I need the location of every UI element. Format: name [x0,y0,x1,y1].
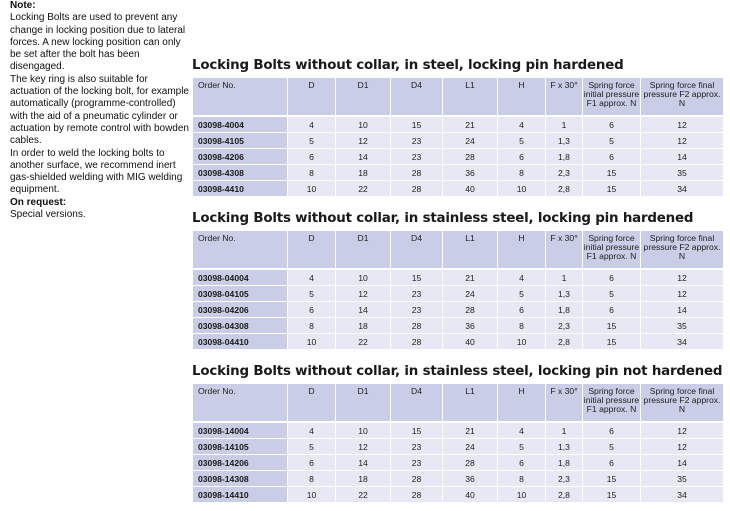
value-cell: 12 [641,133,724,149]
value-cell: 12 [641,422,724,439]
value-cell: 21 [443,422,498,439]
spec-table [192,230,724,350]
value-cell: 5 [498,286,546,302]
column-header: Spring force initial pressure F1 approx. N [583,78,641,117]
column-header: Spring force final pressure F2 approx. N [641,384,724,423]
value-cell: 24 [443,286,498,302]
value-cell: 28 [443,149,498,165]
value-cell: 1,8 [546,149,583,165]
value-cell: 40 [443,181,498,197]
note-heading: Note: [10,0,36,11]
value-cell: 6 [288,149,336,165]
value-cell: 34 [641,181,724,197]
value-cell: 28 [391,334,443,350]
order-number-cell: 03098-04206 [193,302,288,318]
value-cell: 6 [583,269,641,286]
value-cell: 18 [336,318,391,334]
value-cell: 5 [498,133,546,149]
table-row [193,318,724,334]
value-cell: 1,3 [546,133,583,149]
value-cell: 6 [498,455,546,471]
value-cell: 2,8 [546,181,583,197]
header-row [193,384,724,423]
value-cell: 15 [391,116,443,133]
note-panel [10,0,190,221]
order-number-cell: 03098-14105 [193,439,288,455]
table-row [193,471,724,487]
value-cell: 35 [641,165,724,181]
value-cell: 14 [336,455,391,471]
value-cell: 12 [641,286,724,302]
value-cell: 12 [641,439,724,455]
value-cell: 21 [443,116,498,133]
value-cell: 4 [288,116,336,133]
column-header: Order No. [193,78,288,117]
value-cell: 1,8 [546,455,583,471]
value-cell: 15 [583,318,641,334]
value-cell: 23 [391,286,443,302]
column-header: L1 [443,384,498,423]
value-cell: 23 [391,149,443,165]
column-header: Spring force initial pressure F1 approx. N [583,384,641,423]
value-cell: 6 [498,149,546,165]
order-number-cell: 03098-4206 [193,149,288,165]
order-number-cell: 03098-4308 [193,165,288,181]
value-cell: 14 [641,149,724,165]
table-row [193,286,724,302]
value-cell: 15 [583,471,641,487]
column-header: H [498,231,546,270]
value-cell: 5 [583,133,641,149]
value-cell: 2,8 [546,487,583,503]
value-cell: 8 [288,318,336,334]
value-cell: 2,3 [546,165,583,181]
column-header: Spring force final pressure F2 approx. N [641,231,724,270]
column-header: F x 30° [546,384,583,423]
section-title: Locking Bolts without collar, in stainless steel, locking pin hardened [192,211,694,226]
value-cell: 15 [391,269,443,286]
value-cell: 28 [391,487,443,503]
value-cell: 2,3 [546,471,583,487]
value-cell: 10 [288,181,336,197]
table-section-stainless-not-hardened [192,364,724,503]
column-header: D4 [391,78,443,117]
header-row [193,78,724,117]
value-cell: 6 [288,302,336,318]
column-header: D1 [336,231,391,270]
column-header: D4 [391,384,443,423]
value-cell: 8 [288,471,336,487]
table-row [193,455,724,471]
value-cell: 22 [336,487,391,503]
order-number-cell: 03098-04308 [193,318,288,334]
table-row [193,487,724,503]
column-header: F x 30° [546,78,583,117]
table-row [193,422,724,439]
table-row [193,149,724,165]
value-cell: 6 [583,422,641,439]
column-header: D1 [336,384,391,423]
column-header: D [288,231,336,270]
column-header: H [498,78,546,117]
value-cell: 10 [498,181,546,197]
value-cell: 36 [443,165,498,181]
value-cell: 21 [443,269,498,286]
column-header: Order No. [193,231,288,270]
value-cell: 23 [391,302,443,318]
table-row [193,165,724,181]
order-number-cell: 03098-14308 [193,471,288,487]
value-cell: 1 [546,269,583,286]
value-cell: 15 [583,181,641,197]
spec-table [192,383,724,503]
note-paragraph: The key ring is also suitable for actuation of the locking bolt, for example automatically (programme-controlled) with the aid of a pneumatic cylinder or actuation by remote control with bowden cables. [10,73,189,147]
section-title: Locking Bolts without collar, in stainless steel, locking pin not hardened [192,364,723,379]
order-number-cell: 03098-14206 [193,455,288,471]
value-cell: 6 [583,455,641,471]
value-cell: 1,3 [546,286,583,302]
order-number-cell: 03098-04004 [193,269,288,286]
value-cell: 35 [641,471,724,487]
value-cell: 4 [288,269,336,286]
value-cell: 1 [546,116,583,133]
value-cell: 4 [498,116,546,133]
order-number-cell: 03098-4004 [193,116,288,133]
value-cell: 28 [391,165,443,181]
column-header: D4 [391,231,443,270]
order-number-cell: 03098-14410 [193,487,288,503]
value-cell: 28 [443,302,498,318]
table-row [193,133,724,149]
value-cell: 6 [583,302,641,318]
column-header: L1 [443,231,498,270]
value-cell: 5 [583,439,641,455]
table-section-steel [192,58,724,197]
value-cell: 24 [443,439,498,455]
column-header: H [498,384,546,423]
value-cell: 15 [583,487,641,503]
column-header: F x 30° [546,231,583,270]
value-cell: 5 [498,439,546,455]
value-cell: 40 [443,487,498,503]
value-cell: 28 [391,471,443,487]
value-cell: 8 [288,165,336,181]
value-cell: 12 [336,133,391,149]
section-title: Locking Bolts without collar, in steel, locking pin hardened [192,58,624,73]
value-cell: 35 [641,318,724,334]
value-cell: 34 [641,334,724,350]
note-paragraph: In order to weld the locking bolts to another surface, we recommend inert gas-shielded welding with MIG welding equipment. [10,147,183,196]
value-cell: 15 [583,165,641,181]
table-row [193,334,724,350]
value-cell: 15 [391,422,443,439]
value-cell: 10 [288,334,336,350]
value-cell: 14 [336,302,391,318]
value-cell: 36 [443,471,498,487]
value-cell: 18 [336,165,391,181]
order-number-cell: 03098-4410 [193,181,288,197]
value-cell: 1,3 [546,439,583,455]
header-row [193,231,724,270]
spec-table [192,77,724,197]
value-cell: 1,8 [546,302,583,318]
column-header: Spring force final pressure F2 approx. N [641,78,724,117]
value-cell: 10 [336,422,391,439]
value-cell: 6 [583,116,641,133]
column-header: D [288,384,336,423]
value-cell: 10 [336,269,391,286]
value-cell: 23 [391,455,443,471]
value-cell: 22 [336,181,391,197]
value-cell: 10 [498,334,546,350]
table-row [193,181,724,197]
on-request-heading: On request: [10,196,67,208]
value-cell: 10 [288,487,336,503]
value-cell: 4 [498,422,546,439]
value-cell: 28 [391,181,443,197]
column-header: Order No. [193,384,288,423]
value-cell: 12 [336,439,391,455]
order-number-cell: 03098-4105 [193,133,288,149]
value-cell: 14 [336,149,391,165]
value-cell: 15 [583,334,641,350]
order-number-cell: 03098-14004 [193,422,288,439]
value-cell: 5 [288,133,336,149]
value-cell: 12 [336,286,391,302]
table-row [193,302,724,318]
table-row [193,269,724,286]
column-header: D1 [336,78,391,117]
table-row [193,116,724,133]
value-cell: 6 [583,149,641,165]
value-cell: 8 [498,165,546,181]
column-header: D [288,78,336,117]
value-cell: 28 [443,455,498,471]
column-header: L1 [443,78,498,117]
value-cell: 6 [288,455,336,471]
value-cell: 12 [641,116,724,133]
value-cell: 10 [336,116,391,133]
value-cell: 22 [336,334,391,350]
column-header: Spring force initial pressure F1 approx. N [583,231,641,270]
order-number-cell: 03098-04410 [193,334,288,350]
value-cell: 23 [391,133,443,149]
value-cell: 4 [288,422,336,439]
value-cell: 8 [498,471,546,487]
table-section-stainless-hardened [192,211,724,350]
on-request-text: Special versions. [10,209,86,221]
note-paragraph: Locking Bolts are used to prevent any change in locking position due to lateral forces. A new locking position can only be set after the bolt has been disengaged. [10,12,186,73]
value-cell: 4 [498,269,546,286]
value-cell: 6 [498,302,546,318]
value-cell: 40 [443,334,498,350]
value-cell: 8 [498,318,546,334]
value-cell: 10 [498,487,546,503]
value-cell: 5 [288,439,336,455]
value-cell: 5 [288,286,336,302]
value-cell: 1 [546,422,583,439]
value-cell: 28 [391,318,443,334]
value-cell: 24 [443,133,498,149]
table-row [193,439,724,455]
value-cell: 2,8 [546,334,583,350]
value-cell: 14 [641,455,724,471]
value-cell: 23 [391,439,443,455]
value-cell: 2,3 [546,318,583,334]
order-number-cell: 03098-04105 [193,286,288,302]
value-cell: 14 [641,302,724,318]
value-cell: 36 [443,318,498,334]
value-cell: 12 [641,269,724,286]
value-cell: 34 [641,487,724,503]
value-cell: 5 [583,286,641,302]
value-cell: 18 [336,471,391,487]
